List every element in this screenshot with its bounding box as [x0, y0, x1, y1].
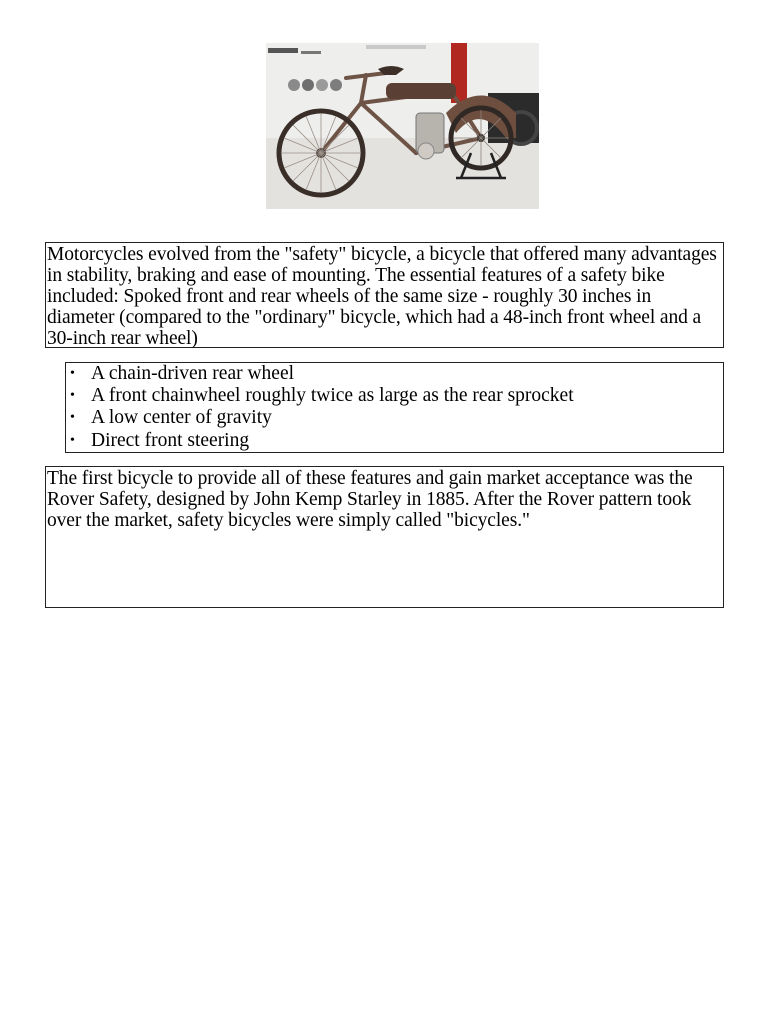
- intro-paragraph: Motorcycles evolved from the "safety" bicycle, a bicycle that offered many advantages in stability, braking and ease of mounting. The essential features of a safety bike included: Spoked front and rear wheels of the same size - roughly 30 inches in diameter (compared to the "ordinary" bicycle, which had a 48-inch front wheel and a 30-inch rear wheel): [45, 242, 724, 348]
- rover-paragraph: The first bicycle to provide all of these features and gain market acceptance was the Rover Safety, designed by John Kemp Starley in 1885. After the Rover pattern took over the market, safety bicycles were simply called "bicycles.": [45, 466, 724, 608]
- list-item-text: A front chainwheel roughly twice as large as the rear sprocket: [91, 385, 574, 407]
- list-item: [66, 407, 723, 429]
- bullet-icon: •: [70, 366, 75, 381]
- list-item: [66, 385, 723, 407]
- motorbike-illustration: [266, 43, 539, 209]
- list-item-text: A chain-driven rear wheel: [91, 363, 295, 384]
- list-item-text: Direct front steering: [91, 429, 250, 451]
- bullet-icon: •: [70, 410, 75, 426]
- list-item: [66, 430, 723, 452]
- list-item-text: A low center of gravity: [91, 407, 272, 429]
- bullet-icon: •: [70, 432, 75, 448]
- bullet-icon: •: [70, 388, 75, 404]
- feature-list: [66, 363, 723, 452]
- feature-list-box: [65, 362, 724, 453]
- motorbike-photo: [266, 43, 539, 209]
- list-item: [66, 363, 723, 385]
